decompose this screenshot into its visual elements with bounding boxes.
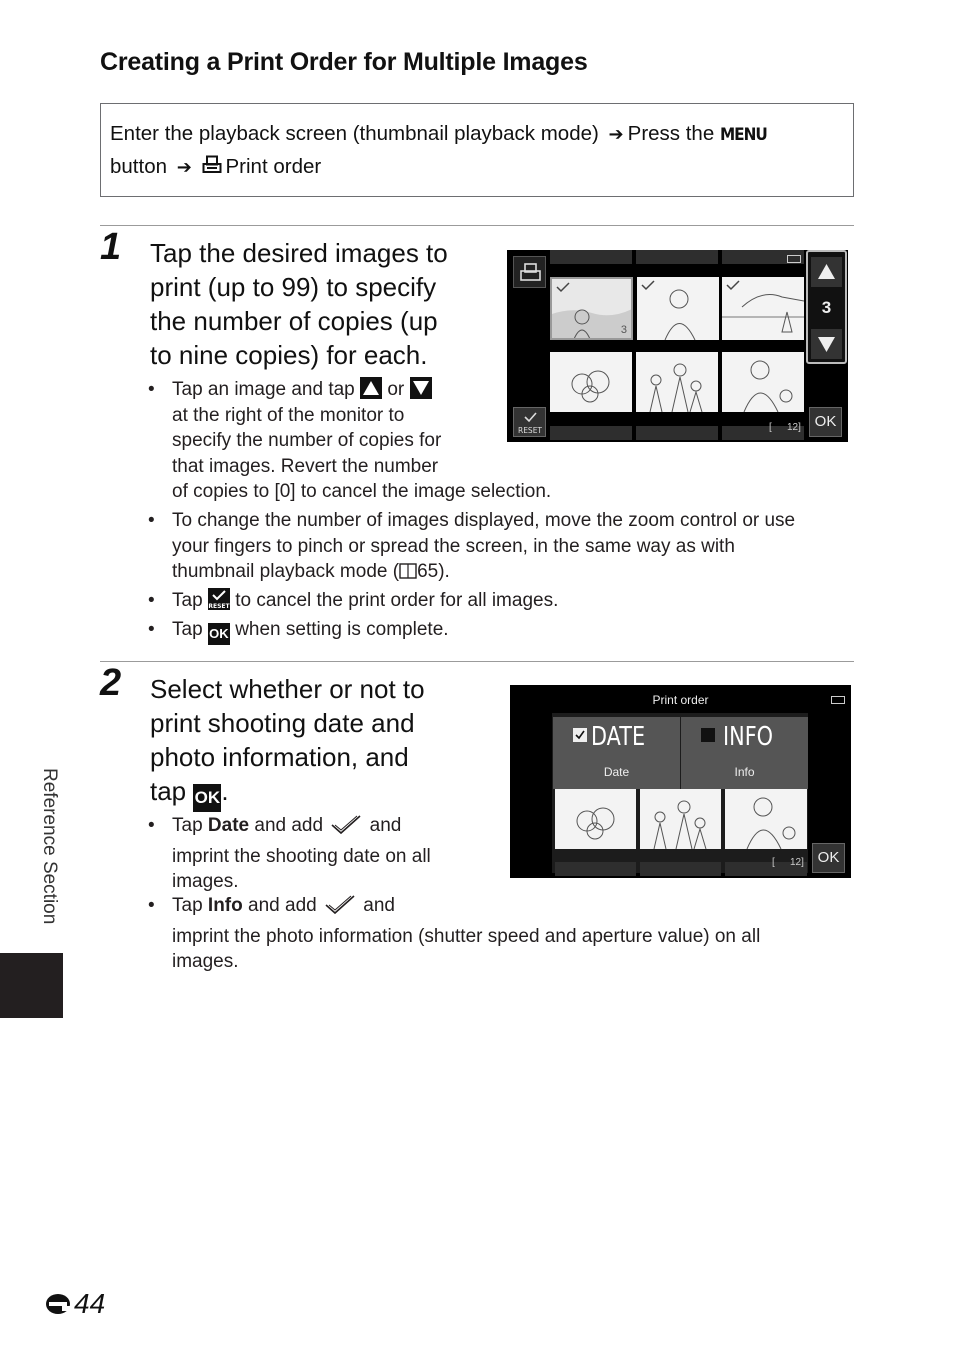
step-heading-line: the number of copies (up [150, 306, 438, 336]
reference-e-icon [44, 1291, 74, 1317]
date-option-label: Date [603, 765, 630, 779]
battery-icon [831, 696, 845, 704]
bullet-item: • Tap an image and tap or at the right of the monitor to specify the number of copies for that images. Revert the number of copies to [0] to cancel the image selection. [148, 379, 552, 502]
ok-button[interactable]: OK [812, 843, 845, 873]
frame-count: 12] [790, 857, 804, 868]
step-number: 1 [100, 226, 122, 268]
thumbnail[interactable] [555, 789, 636, 849]
procedure-text-4: Print order [225, 155, 322, 178]
ok-icon: OK [193, 784, 221, 812]
step-heading-line: print shooting date and [150, 708, 415, 738]
thumbnail[interactable] [722, 277, 804, 340]
info-option-button[interactable] [681, 717, 808, 789]
check-mark-icon [324, 894, 356, 924]
arrow-icon: ➔ [608, 124, 624, 144]
section-tab [0, 953, 63, 1018]
camera-screen-print-select: 3 [ 12] RESET 3 OK [507, 250, 848, 442]
step-heading-line: tap OK. [150, 774, 425, 812]
ok-icon: OK [208, 623, 230, 645]
thumbnail[interactable] [722, 352, 804, 412]
copy-counter-panel [806, 250, 847, 364]
step-number: 2 [100, 662, 122, 704]
procedure-box [100, 103, 854, 197]
step-heading-line: Select whether or not to [150, 674, 425, 704]
date-option-button[interactable] [553, 717, 680, 789]
divider [100, 225, 854, 226]
info-option-title: INFO [723, 722, 774, 752]
bullet-item: • To change the number of images displayed, move the zoom control or use your fingers to pinch or spread the screen, in the same way as with thumbnail playback mode ( 65). [148, 508, 848, 588]
bullet-item: • Tap RESET to cancel the print order for all images. [148, 590, 559, 611]
up-arrow-icon [360, 377, 382, 399]
svg-text:RESET: RESET [208, 603, 230, 610]
thumbnail[interactable] [725, 789, 807, 849]
step-heading [150, 236, 448, 372]
section-title: Creating a Print Order for Multiple Images [100, 48, 588, 76]
down-arrow-icon [410, 377, 432, 399]
thumbnail[interactable] [636, 352, 718, 412]
step-heading-line: to nine copies) for each. [150, 340, 428, 370]
thumbnail[interactable] [637, 277, 719, 340]
decrease-copies-button[interactable] [811, 329, 842, 359]
date-option-title: DATE [591, 722, 646, 752]
page-number: 44 [44, 1288, 105, 1320]
procedure-text-1: Enter the playback screen (thumbnail playback mode) [110, 122, 599, 145]
arrow-icon: ➔ [176, 157, 192, 177]
printer-icon [202, 153, 222, 185]
print-order-header: Print order [652, 693, 709, 707]
checkbox-checked-icon [573, 728, 587, 742]
bullet-item: • Tap Info and add and imprint the photo information (shutter speed and aperture value) on all images. [148, 895, 761, 972]
copy-count: 3 [821, 298, 832, 317]
reset-icon [208, 588, 230, 610]
check-mark-icon [330, 814, 362, 844]
procedure-text-3: button [110, 155, 167, 178]
increase-copies-button[interactable] [811, 257, 842, 287]
step-heading-line: print (up to 99) to specify [150, 272, 437, 302]
side-section-label: Reference Section [39, 768, 60, 925]
divider [100, 661, 854, 662]
menu-button-icon: MENU [719, 125, 767, 145]
print-order-icon [513, 256, 546, 288]
camera-screen-print-order: Print order DATE Date INFO Info [ 12] OK [510, 685, 851, 878]
ok-button[interactable]: OK [809, 407, 842, 437]
frame-count: 12] [787, 422, 801, 433]
reset-label: RESET [517, 426, 543, 435]
info-option-label: Info [734, 765, 755, 779]
thumbnail[interactable] [640, 789, 721, 849]
book-reference-icon [399, 562, 417, 588]
thumbnail[interactable] [550, 352, 632, 412]
copy-count-badge: 3 [620, 324, 627, 336]
step-heading [150, 672, 425, 812]
thumbnail-selected[interactable] [550, 277, 633, 340]
checkbox-unchecked-icon [701, 728, 715, 742]
step-heading-line: Tap the desired images to [150, 238, 448, 268]
step-heading-line: photo information, and [150, 742, 409, 772]
bullet-item: • Tap OK when setting is complete. [148, 617, 748, 644]
battery-icon [787, 255, 801, 263]
procedure-text-2: Press the [627, 122, 715, 145]
reset-button[interactable] [513, 407, 546, 437]
bullet-item: • Tap Date and add and imprint the shooting date on all images. [148, 815, 431, 892]
